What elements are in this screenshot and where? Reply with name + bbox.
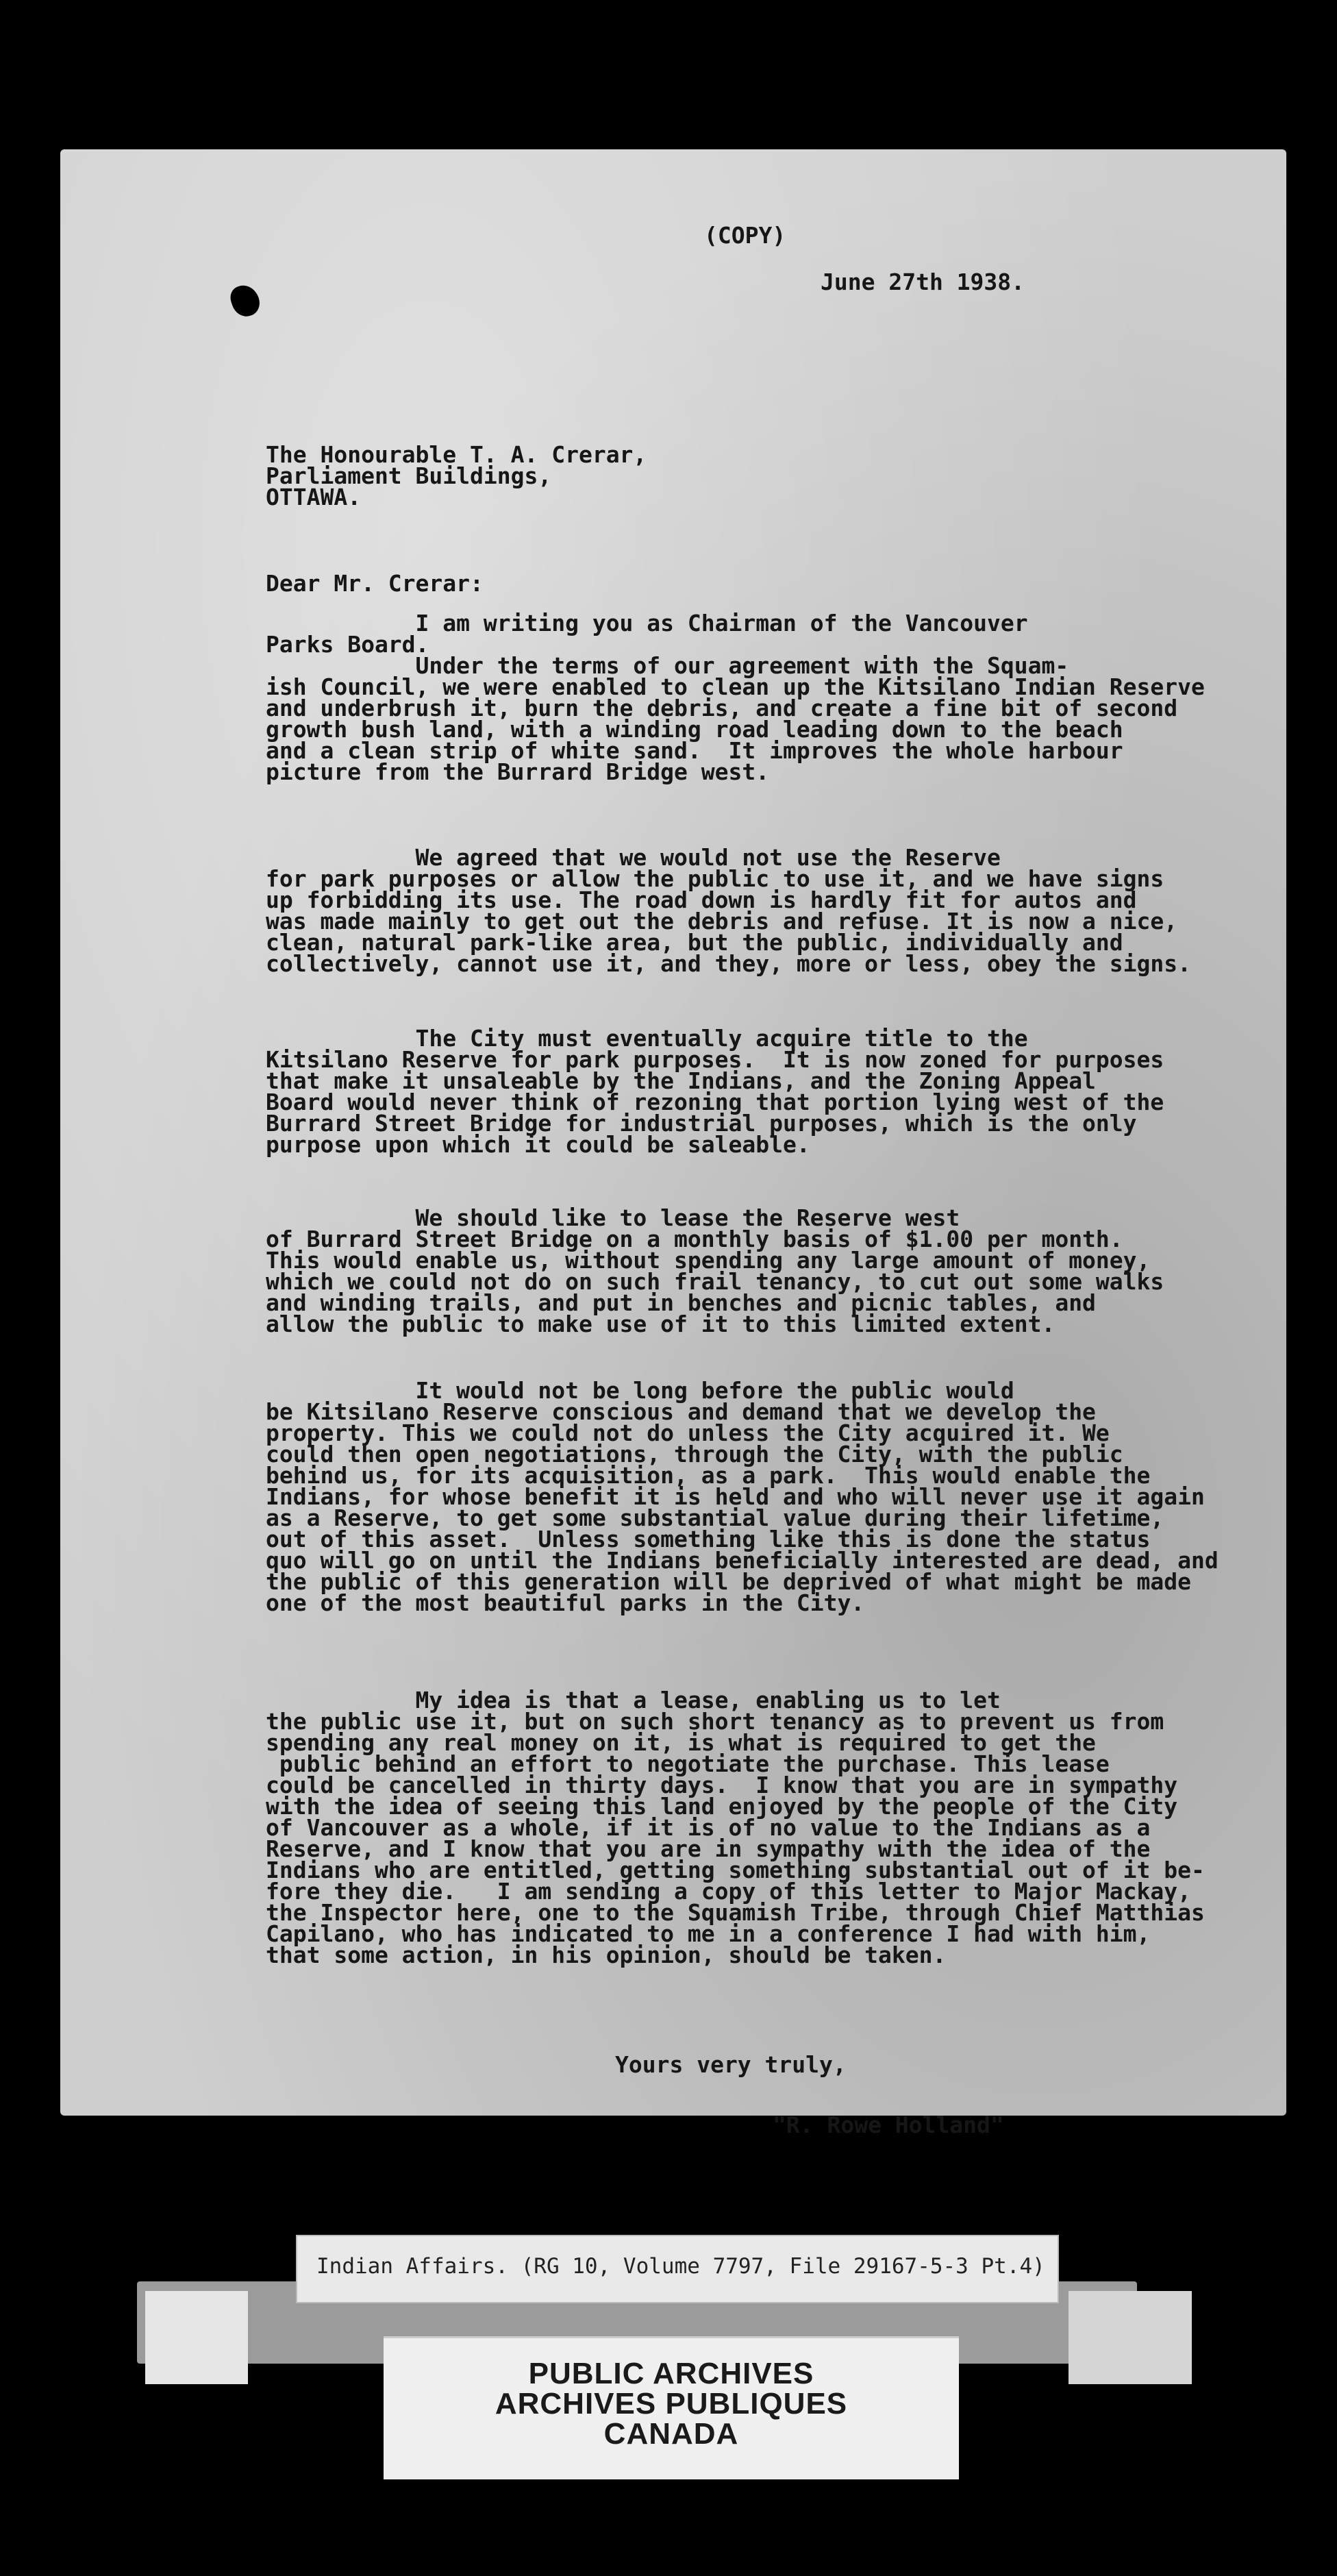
paragraph-6 <box>266 1689 1205 1966</box>
text-line: and underbrush it, burn the debris, and create a fine bit of second <box>266 695 1178 721</box>
text-line: with the idea of seeing this land enjoyed by the people of the City <box>266 1793 1178 1820</box>
text-line: Capilano, who has indicated to me in a conference I had with him, <box>266 1920 1151 1947</box>
text-line: clean, natural park-like area, but the public, individually and <box>266 929 1123 956</box>
text-line: It would not be long before the public would <box>266 1377 1014 1404</box>
address-line: OTTAWA. <box>266 484 362 510</box>
label-tab-right <box>1069 2291 1192 2384</box>
stamp-line: PUBLIC ARCHIVES <box>528 2357 814 2390</box>
text-line: Kitsilano Reserve for park purposes. It is now zoned for purposes <box>266 1046 1164 1073</box>
text-line: behind us, for its acquisition, as a park. This would enable the <box>266 1462 1151 1489</box>
text-line: of Vancouver as a whole, if it is of no value to the Indians as a <box>266 1814 1151 1841</box>
text-line: quo will go on until the Indians beneficially interested are dead, and <box>266 1547 1219 1574</box>
text-line: that make it unsaleable by the Indians, and the Zoning Appeal <box>266 1067 1096 1094</box>
text-line: could then open negotiations, through the City, with the public <box>266 1441 1123 1467</box>
text-line: that some action, in his opinion, should be taken. <box>266 1942 947 1968</box>
text-line: the public of this generation will be deprived of what might be made <box>266 1568 1192 1595</box>
text-line: The City must eventually acquire title to the <box>266 1025 1028 1052</box>
text-line: allow the public to make use of it to this limited extent. <box>266 1311 1055 1337</box>
text-line: growth bush land, with a winding road leading down to the beach <box>266 716 1123 743</box>
complimentary-close: Yours very truly, <box>615 2051 847 2078</box>
text-line: Indians, for whose benefit it is held and who will never use it again <box>266 1483 1205 1510</box>
stamp-line: ARCHIVES PUBLIQUES <box>495 2387 848 2420</box>
address-line: Parliament Buildings, <box>266 462 552 489</box>
paragraph-1 <box>266 610 1205 785</box>
text-line: Reserve, and I know that you are in sympathy with the idea of the <box>266 1835 1151 1862</box>
text-line: collectively, cannot use it, and they, more or less, obey the signs. <box>266 950 1192 977</box>
stamp-line: CANADA <box>603 2417 739 2451</box>
letter-date: June 27th 1938. <box>821 269 1025 295</box>
signature: "R. Rowe Holland" <box>773 2111 1004 2138</box>
paragraph-2 <box>266 844 1192 977</box>
text-line: out of this asset. Unless something like this is done the status <box>266 1526 1151 1552</box>
text-line: and winding trails, and put in benches and picnic tables, and <box>266 1289 1096 1316</box>
file-reference-label <box>296 2235 1059 2303</box>
text-line: up forbidding its use. The road down is hardly fit for autos and <box>266 887 1137 913</box>
text-line: of Burrard Street Bridge on a monthly basis of $1.00 per month. <box>266 1226 1123 1252</box>
text-line: This would enable us, without spending any large amount of money, <box>266 1247 1151 1274</box>
salutation: Dear Mr. Crerar: <box>266 570 484 597</box>
text-line: Under the terms of our agreement with the Squam- <box>266 652 1069 679</box>
file-reference-text: Indian Affairs. (RG 10, Volume 7797, File 29167-5-3 Pt.4) <box>316 2254 1045 2279</box>
text-line: as a Reserve, to get some substantial value during their lifetime, <box>266 1504 1164 1531</box>
text-line: one of the most beautiful parks in the City. <box>266 1589 865 1616</box>
paragraph-3 <box>266 1025 1164 1158</box>
text-line: purpose upon which it could be saleable. <box>266 1131 810 1158</box>
address-line: The Honourable T. A. Crerar, <box>266 441 647 468</box>
text-line: Board would never think of rezoning that portion lying west of the <box>266 1089 1164 1115</box>
paragraph-4 <box>266 1204 1164 1337</box>
text-line: I am writing you as Chairman of the Vancouver <box>266 610 1028 636</box>
text-line: could be cancelled in thirty days. I know that you are in sympathy <box>266 1772 1178 1798</box>
copy-mark: (COPY) <box>704 222 786 249</box>
text-line: Indians who are entitled, getting something substantial out of it be- <box>266 1857 1205 1883</box>
archives-stamp <box>384 2336 959 2479</box>
text-line: property. This we could not do unless the City acquired it. We <box>266 1420 1110 1446</box>
text-line: the Inspector here, one to the Squamish Tribe, through Chief Matthias <box>266 1899 1205 1926</box>
text-line: We should like to lease the Reserve west <box>266 1204 960 1231</box>
text-line: We agreed that we would not use the Reserve <box>266 844 1001 871</box>
text-line: which we could not do on such frail tenancy, to cut out some walks <box>266 1268 1164 1295</box>
text-line: picture from the Burrard Bridge west. <box>266 758 770 785</box>
label-tab-left <box>145 2291 248 2384</box>
text-line: ish Council, we were enabled to clean up the Kitsilano Indian Reserve <box>266 673 1205 700</box>
punch-hole-mark <box>227 282 263 320</box>
text-line: My idea is that a lease, enabling us to let <box>266 1687 1001 1713</box>
paragraph-5 <box>266 1377 1219 1616</box>
text-line: the public use it, but on such short tenancy as to prevent us from <box>266 1708 1164 1735</box>
text-line: be Kitsilano Reserve conscious and demand that we develop the <box>266 1398 1096 1425</box>
text-line: and a clean strip of white sand. It improves the whole harbour <box>266 737 1123 764</box>
text-line: fore they die. I am sending a copy of this letter to Major Mackay, <box>266 1878 1192 1905</box>
text-line: was made mainly to get out the debris and refuse. It is now a nice, <box>266 908 1178 934</box>
text-line: for park purposes or allow the public to use it, and we have signs <box>266 865 1164 892</box>
recipient-address <box>266 441 647 510</box>
text-line: public behind an effort to negotiate the purchase. This lease <box>266 1750 1110 1777</box>
letter-page <box>60 149 1286 2138</box>
text-line: Burrard Street Bridge for industrial purposes, which is the only <box>266 1110 1137 1137</box>
text-line: Parks Board. <box>266 631 429 658</box>
text-line: spending any real money on it, is what is required to get the <box>266 1729 1096 1756</box>
